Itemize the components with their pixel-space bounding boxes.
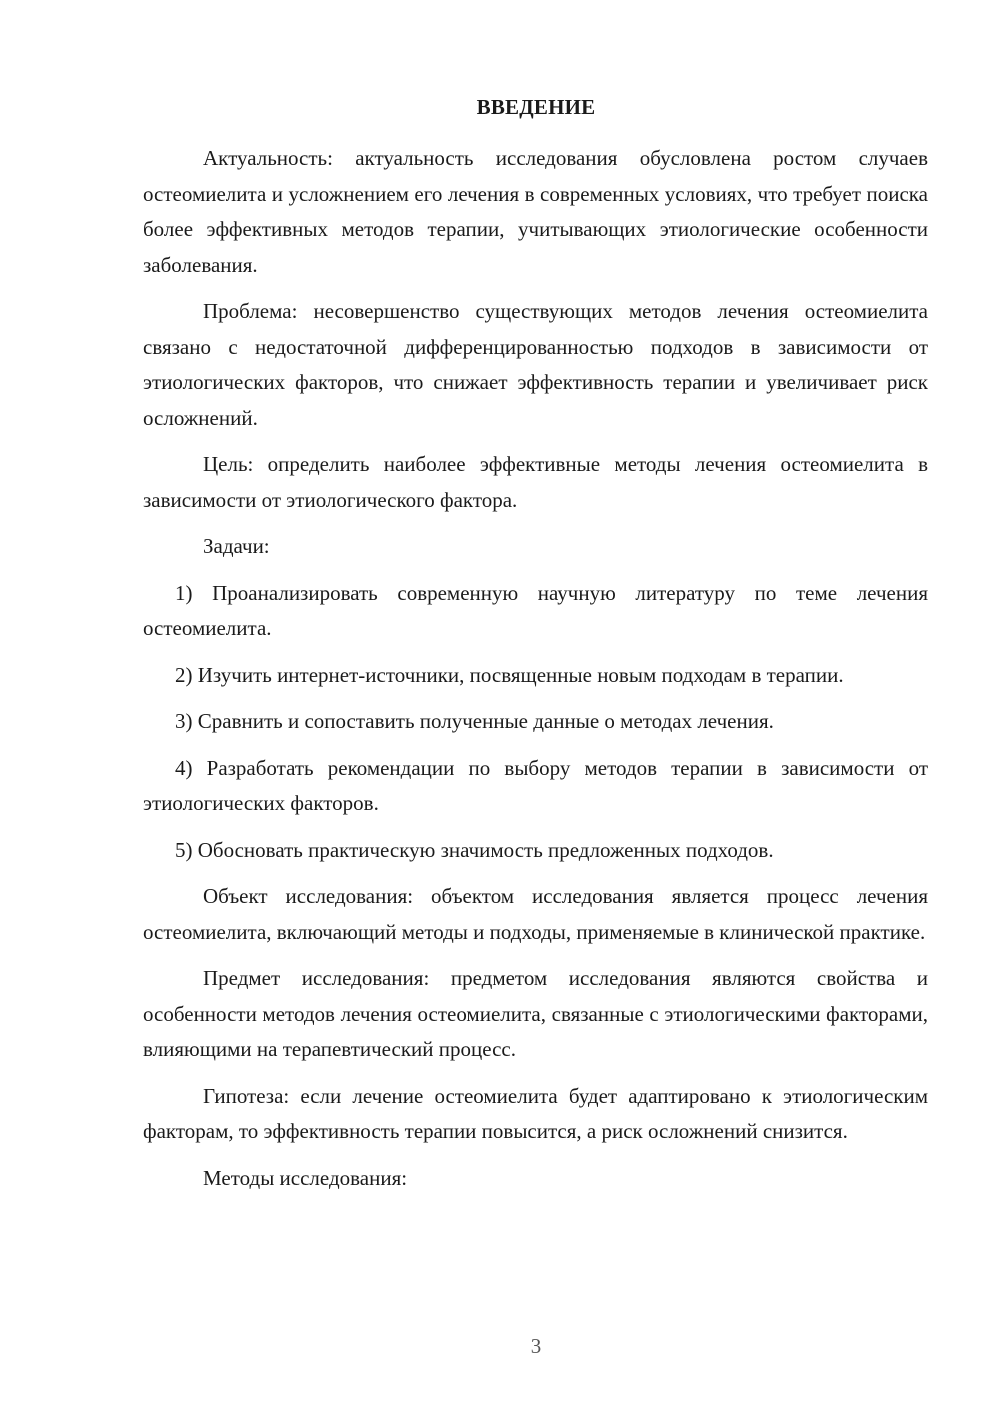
task-item-5: 5) Обосновать практическую значимость предложенных подходов. [175, 837, 774, 862]
paragraph-goal: Цель: определить наиболее эффективные методы лечения остеомиелита в зависимости от этиологического фактора. [143, 452, 928, 512]
paragraph-methods: Методы исследования: [203, 1165, 408, 1190]
task-item-4: 4) Разработать рекомендации по выбору методов терапии в зависимости от этиологических факторов. [143, 755, 928, 815]
task-item-1: 1) Проанализировать современную научную литературу по теме лечения остеомиелита. [143, 580, 928, 640]
page-number: 3 [530, 1334, 542, 1358]
paragraph-tasks-heading: Задачи: [203, 534, 270, 558]
task-item-2: 2) Изучить интернет-источники, посвященные новым подходам в терапии. [175, 662, 844, 687]
paragraph-object: Объект исследования: объектом исследования является процесс лечения остеомиелита, включающий методы и подходы, применяемые в клинической практике. [143, 884, 928, 944]
paragraph-subject: Предмет исследования: предметом исследования являются свойства и особенности методов лечения остеомиелита, связанные с этиологическими факторами, влияющими на терапевтический процесс. [143, 966, 928, 1061]
paragraph-problem: Проблема: несовершенство существующих методов лечения остеомиелита связано с недостаточной дифференцированностью подходов в зависимости от этиологических факторов, что снижает эффективность терапии и увеличивает риск осложнений. [143, 299, 928, 430]
paragraph-hypothesis: Гипотеза: если лечение остеомиелита будет адаптировано к этиологическим факторам, то эффективность терапии повысится, а риск осложнений снизится. [143, 1083, 928, 1143]
section-title: ВВЕДЕНИЕ [476, 95, 596, 119]
task-item-3: 3) Сравнить и сопоставить полученные данные о методах лечения. [175, 709, 774, 733]
paragraph-relevance: Актуальность: актуальность исследования обусловлена ростом случаев остеомиелита и усложнением его лечения в современных условиях, что требует поиска более эффективных методов терапии, учитывающих этиологические особенности заболевания. [143, 146, 928, 277]
document-body [143, 141, 928, 1207]
